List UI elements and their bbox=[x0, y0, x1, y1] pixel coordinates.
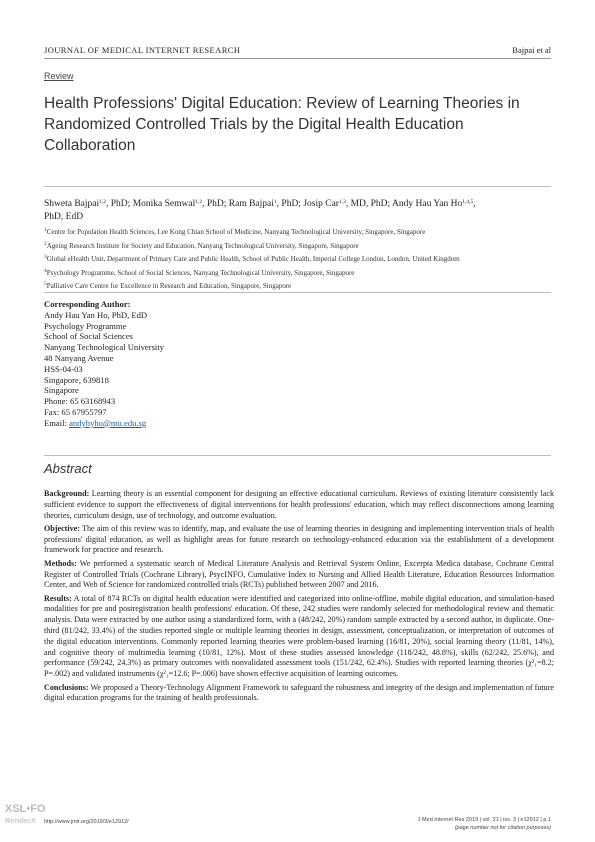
citation-note: (page number not for citation purposes) bbox=[454, 824, 551, 831]
article-title: Health Professions' Digital Education: Review of Learning Theories in Randomized Controlled Trials by the Digital Health Education Collaboration bbox=[44, 95, 520, 154]
email-label: Email: bbox=[44, 417, 70, 428]
affiliation bbox=[44, 252, 564, 266]
author-affiliation-marker: 1 bbox=[273, 199, 277, 205]
corresponding-line: 48 Nanyang Avenue bbox=[44, 352, 114, 363]
header-divider bbox=[44, 58, 551, 59]
author-list bbox=[44, 196, 554, 224]
affiliation-number: 5 bbox=[44, 281, 47, 288]
corresponding-line: Nanyang Technological University bbox=[44, 342, 164, 353]
author-affiliation-marker: 1,2 bbox=[99, 199, 107, 205]
corresponding-author-block bbox=[44, 299, 164, 429]
corresponding-line: Singapore, 639818 bbox=[44, 374, 109, 385]
affiliation-text: Global eHealth Unit, Department of Primary Care and Public Health, School of Public Health, Imperial College London, London, United Kingdom bbox=[46, 255, 460, 264]
abstract-section bbox=[44, 524, 554, 556]
abstract-section-label: Methods: bbox=[44, 558, 77, 568]
journal-name: JOURNAL OF MEDICAL INTERNET RESEARCH bbox=[44, 45, 241, 55]
corresponding-line: Psychology Programme bbox=[44, 320, 127, 331]
email-line bbox=[44, 418, 164, 429]
article-type-link[interactable]: Review bbox=[44, 71, 74, 81]
abstract-section-text: The aim of this review was to identify, map, and evaluate the use of learning theories in designing and implementing intervention trials of health professions' digital education, as well as highlight areas for future research on technology-enhanced education via the establishment of a development framework for practice and research. bbox=[44, 523, 554, 555]
author-degrees: PhD, EdD bbox=[44, 212, 84, 222]
affiliation-text: Psychology Programme, School of Social Sciences, Nanyang Technological University, Singapore, Singapore bbox=[46, 268, 355, 277]
affiliation-number: 1 bbox=[44, 227, 47, 233]
abstract-section-label: Conclusions: bbox=[44, 682, 89, 692]
article-url-link[interactable]: http://www.jmir.org/2019/3/e12912/ bbox=[44, 819, 129, 825]
corresponding-line: Singapore bbox=[44, 385, 79, 396]
author-name: Monika Semwal bbox=[132, 199, 196, 209]
author-degrees: , PhD; bbox=[202, 199, 229, 209]
affiliation-list bbox=[44, 225, 564, 293]
corresponding-line: School of Social Sciences bbox=[44, 331, 134, 342]
author-name: Shweta Bajpai bbox=[44, 199, 100, 209]
corresponding-line: HSS-04-03 bbox=[44, 363, 83, 374]
abstract-section bbox=[44, 683, 554, 705]
author-degrees: , PhD; bbox=[276, 199, 304, 209]
abstract-body bbox=[44, 489, 554, 707]
abstract-section-text: Learning theory is an essential component for designing an effective educational curriculum. Reviews of existing literature consistently lack sufficient evidence to support the effectiveness of digital interventions for health professions' education, which may reflect disconnections among learning theories, curriculum design, use of technology, and outcome evaluation. bbox=[44, 489, 554, 520]
renderx-watermark-logo bbox=[5, 804, 46, 826]
abstract-section-text: We performed a systematic search of Medical Literature Analysis and Retrieval System Online, Excerpta Medica database, Cochrane Central Register of Controlled Trials (Cochrane Library), PsycINFO, Cumulative Index to Nursing and Allied Health Literature, Education Resources Information Center, and Web of Science for randomized controlled trials (RCTs) published between 2007 and 2016. bbox=[44, 558, 554, 590]
abstract-divider bbox=[44, 455, 551, 456]
author-affiliation-marker: 1,4,5 bbox=[462, 199, 474, 205]
abstract-section-label: Objective: bbox=[44, 523, 80, 533]
author-name: Josip Car bbox=[303, 199, 339, 209]
affiliation bbox=[44, 266, 564, 280]
author-degrees: , MD, PhD; bbox=[345, 199, 393, 209]
author-degrees: , PhD; bbox=[106, 199, 133, 209]
abstract-section-label: Results: bbox=[44, 593, 72, 603]
affiliation-number: 2 bbox=[44, 240, 47, 247]
corresponding-line: Phone: 65 63168943 bbox=[44, 396, 116, 407]
watermark-line: XSL•FO bbox=[5, 803, 46, 815]
affiliation-number: 3 bbox=[44, 254, 47, 261]
corresponding-author-heading: Corresponding Author: bbox=[44, 299, 131, 309]
abstract-section bbox=[44, 559, 554, 591]
affiliation bbox=[44, 239, 564, 253]
affiliation-divider bbox=[44, 292, 551, 293]
abstract-section-text: We proposed a Theory-Technology Alignment Framework to safeguard the robustness and integrity of the design and implementation of future digital education programs for the training of health professionals. bbox=[44, 682, 554, 703]
corresponding-line: Fax: 65 67955797 bbox=[44, 406, 107, 417]
affiliation-text: Ageing Research Institute for Society and Education, Nanyang Technological University, Singapore, Singapore bbox=[46, 241, 359, 250]
abstract-section bbox=[44, 489, 554, 521]
email-link[interactable]: andyhyho@ntu.edu.sg bbox=[69, 417, 147, 428]
abstract-section bbox=[44, 594, 554, 680]
author-affiliation-marker: 1,3 bbox=[338, 199, 346, 205]
abstract-section-text: A total of 874 RCTs on digital health education were identified and categorized into online-offline, mobile digital education, and simulation-based modalities for pre and postregistration health professions' education. Of these, 242 studies were randomly selected for methodological review and thematic analysis. Data were extracted by one author using a standardized form, with a (48/242, 20%) random sample extracted by a second author, in duplicate. One-third (81/242, 33.4%) of the studies reported single or multiple learning theories in design, assessment, conceptualization, or interpretation of outcomes of the digital education interventions. Commonly reported learning theories were problem-based learning (16/81, 20%), social learning theory (11/81, 14%), and cognitive theory of multimedia learning (10/81, 12%). Most of these studies assessed knowledge (118/242, 48.8%), skills (62/242, 25.6%), and performance (59/242, 24.3%) as primary outcomes with nonvalidated assessment tools (151/242, 62.4%). Studies with reported learning theories (χ²₁=8.2; P=.002) and validated instruments (χ²₁=12.6; P=.006) have shown effective acquisition of learning outcomes. bbox=[44, 593, 554, 679]
affiliation-text: Palliative Care Centre for Excellence in Research and Education, Singapore, Singapore bbox=[46, 282, 292, 291]
title-divider bbox=[44, 186, 551, 187]
affiliation bbox=[44, 279, 564, 293]
abstract-heading: Abstract bbox=[44, 461, 92, 476]
affiliation-text: Centre for Population Health Sciences, Lee Kong Chian School of Medicine, Nanyang Technological University, Singapore, Singapore bbox=[46, 228, 426, 236]
corresponding-line: Andy Hau Yan Ho, PhD, EdD bbox=[44, 309, 148, 320]
author-degrees: , bbox=[473, 199, 476, 209]
author-name: Andy Hau Yan Ho bbox=[392, 199, 463, 209]
running-authors: Bajpai et al bbox=[512, 45, 551, 55]
citation-footer bbox=[418, 817, 551, 832]
author-name: Ram Bajpai bbox=[228, 199, 274, 209]
citation-text: J Med Internet Res 2019 | vol. 21 | iss. 3 | e12912 | p.1 bbox=[417, 817, 551, 823]
affiliation bbox=[44, 225, 564, 239]
author-affiliation-marker: 1,2 bbox=[195, 199, 203, 205]
abstract-section-label: Background: bbox=[44, 489, 90, 498]
affiliation-number: 4 bbox=[44, 267, 47, 274]
watermark-line: RenderX bbox=[5, 816, 36, 825]
